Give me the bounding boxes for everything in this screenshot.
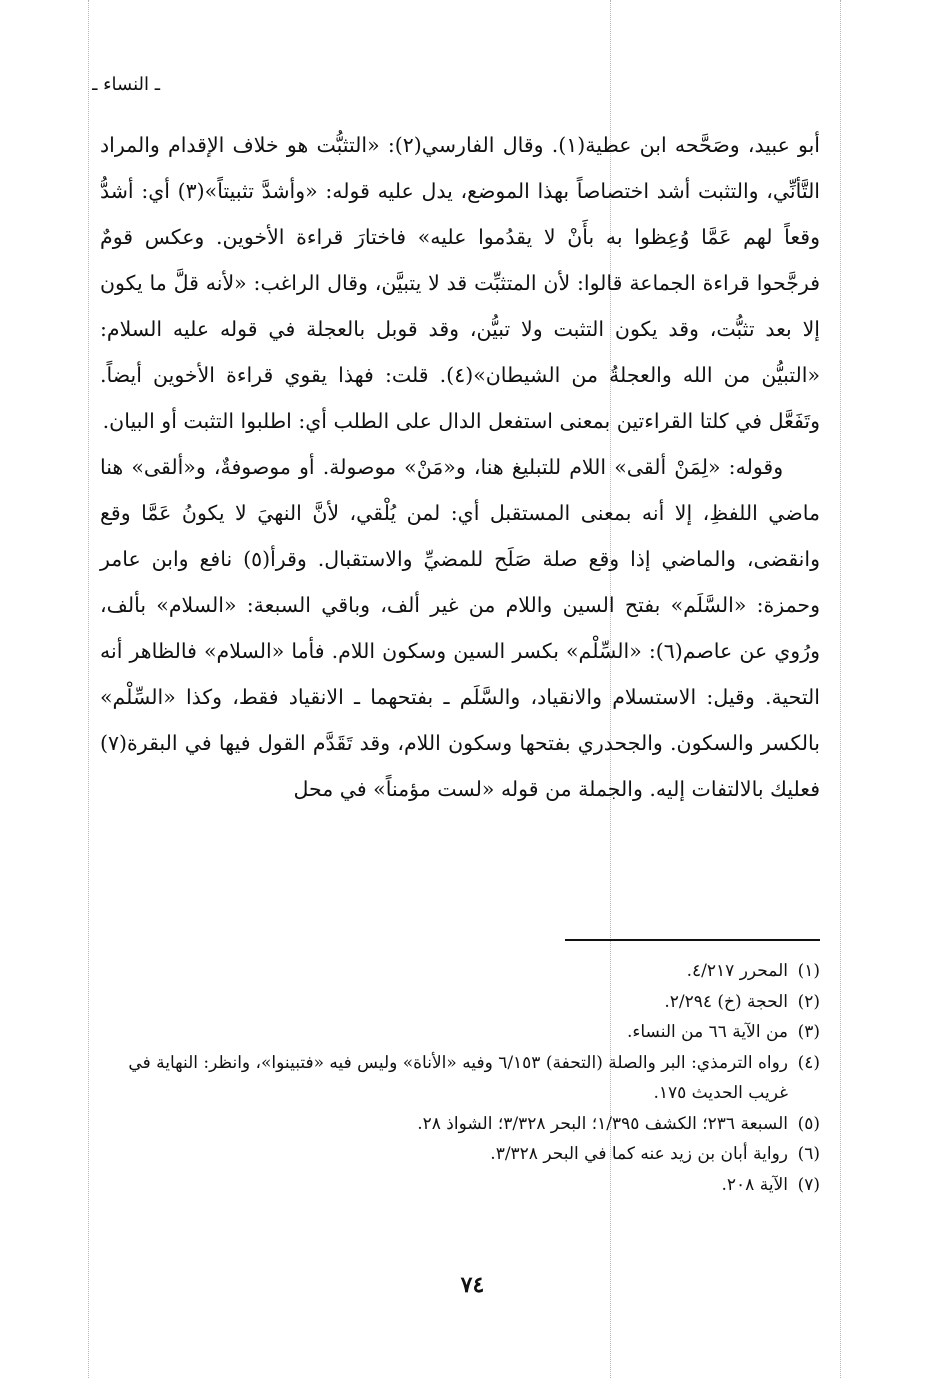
- footnote: [100, 956, 820, 987]
- main-text: [100, 122, 820, 812]
- footnote-number: (٣): [797, 1022, 820, 1042]
- footnote-number: (٧): [797, 1174, 820, 1195]
- footnote-number: (٦): [797, 1144, 820, 1164]
- footnote-text: السبعة ٢٣٦؛ الكشف ١/٣٩٥؛ البحر ٣/٣٢٨؛ الشواذ ٢٨.: [417, 1113, 788, 1134]
- paragraph: أبو عبيد، وصَحَّحه ابن عطية(١). وقال الفارسي(٢): «التثبُّت هو خلاف الإقدام والمراد التَّأنِّي، والتثبت أشد اختصاصاً بهذا الموضع، يدل عليه قوله: «وأشدَّ تثبيتاً»(٣) أي: أشدُّ وقعاً لهم عَمَّا وُعِظوا به بأَنْ لا يقدُموا عليه» فاختارَ قراءة الأخوين. وعكس قومٌ فرجَّحوا قراءة الجماعة قالوا: لأن المتثبِّت قد لا يتبيَّن، وقال الراغب: «لأنه قلَّ ما يكون إلا بعد تثبُّت، وقد يكون التثبت ولا تبيُّن، وقد قوبل بالعجلة في قوله عليه السلام: «التبيُّن من الله والعجلةُ من الشيطان»(٤). قلت: فهذا يقوي قراءة الأخوين أيضاً. وتَفَعَّل في كلتا القراءتين بمعنى استفعل الدال على الطلب أي: اطلبوا التثبت أو البيان.: [100, 133, 821, 433]
- footnote-text: رواية أبان بن زيد عنه كما في البحر ٣/٣٢٨.: [490, 1144, 788, 1164]
- footnote: [100, 987, 820, 1018]
- footnote: [100, 1170, 820, 1201]
- running-head: ـ النساء ـ: [92, 74, 160, 95]
- footnote-text: المحرر ٤/٢١٧.: [686, 961, 788, 981]
- footnote-text: من الآية ٦٦ من النساء.: [626, 1022, 788, 1042]
- dotted-guide-line: [88, 0, 89, 1378]
- footnote: [100, 1139, 820, 1170]
- footnote-number: (٢): [797, 991, 820, 1012]
- footnote-number: (٥): [797, 1113, 820, 1134]
- footnote: [100, 1109, 820, 1140]
- footnote: [100, 1017, 820, 1048]
- footnote-text: رواه الترمذي: البر والصلة (التحفة) ٦/١٥٣ وفيه «الأناة» وليس فيه «فتبينوا»، وانظر: النهاية في غريب الحديث ١٧٥.: [128, 1052, 788, 1103]
- footnote-text: الآية ٢٠٨.: [721, 1174, 788, 1195]
- footnote-separator: [565, 939, 820, 941]
- footnote: [100, 1048, 820, 1109]
- footnote-text: الحجة (خ) ٢/٢٩٤.: [664, 991, 788, 1012]
- footnote-number: (٤): [797, 1052, 820, 1073]
- paragraph: وقوله: «لِمَنْ ألقى» اللام للتبليغ هنا، و«مَنْ» موصولة. أو موصوفةٌ، و«ألقى» هنا ماضي اللفظِ، إلا أنه بمعنى المستقبل أي: لمن يُلْقي، لأنَّ النهيَ لا يكونُ عَمَّا وقع وانقضى، والماضي إذا وقع صلة صَلَح للمضيِّ والاستقبال. وقرأ(٥) نافع وابن عامر وحمزة: «السَّلَم» بفتح السين واللام من غير ألف، وباقي السبعة: «السلام» بألف، ورُوي عن عاصم(٦): «السِّلْم» بكسر السين وسكون اللام. فأما «السلام» فالظاهر أنه التحية. وقيل: الاستسلام والانقياد، والسَّلَم ـ بفتحهما ـ الانقياد فقط، وكذا «السِّلْم» بالكسر والسكون. والجحدري بفتحها وسكون اللام، وقد تَقَدَّم القول فيها في البقرة(٧) فعليك بالالتفات إليه. والجملة من قوله «لست مؤمناً» في محل: [100, 455, 820, 801]
- footnotes-list: [100, 956, 820, 1200]
- dotted-guide-line: [840, 0, 841, 1378]
- footnote-number: (١): [797, 961, 820, 981]
- page-number: ٧٤: [460, 1272, 485, 1298]
